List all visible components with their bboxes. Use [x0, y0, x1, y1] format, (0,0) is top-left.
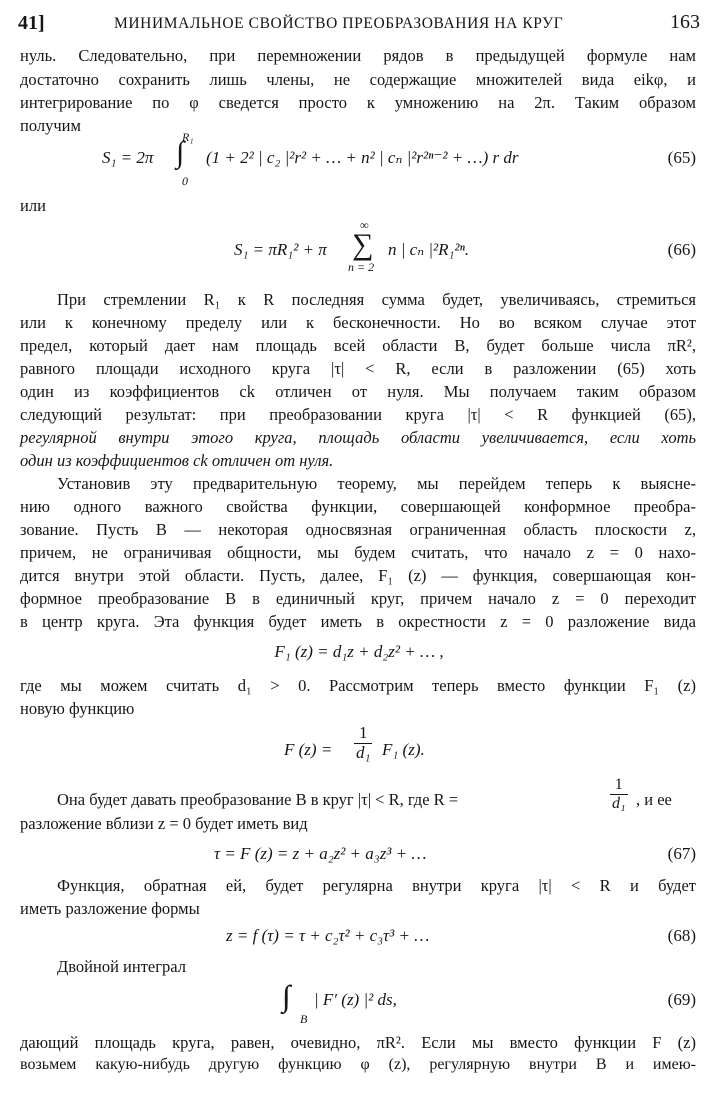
- equation-67: [0, 842, 718, 868]
- fraction-denominator: d₁: [356, 742, 371, 762]
- text-line: разложение вблизи z = 0 будет иметь вид: [20, 814, 308, 833]
- text-line: достаточно сохранить лишь члены, не содержащие множителей вида eikφ, и: [20, 70, 696, 89]
- equation-rhs: F₁ (z).: [382, 740, 425, 759]
- fraction-numerator: 1: [354, 724, 372, 744]
- text-line: получим: [20, 116, 81, 135]
- text-line: иметь разложение формы: [20, 899, 200, 918]
- text-line: в центр круга. Эта функция будет иметь в окрестности z = 0 разложение вида: [20, 612, 696, 631]
- theorem-line: один из коэффициентов ck отличен от нуля.: [20, 451, 334, 470]
- text-line: Она будет давать преобразование B в круг |τ| < R, где R =: [57, 790, 459, 809]
- theorem-line: регулярной внутри этого круга, площадь области увеличивается, если хоть: [20, 428, 696, 447]
- text-line: формное преобразование B в единичный круг, причем начало z = 0 переходит: [20, 589, 696, 608]
- equation-69: [0, 976, 718, 1028]
- equation-number: (65): [667, 148, 696, 167]
- text-line: возьмем какую-нибудь другую функцию φ (z), регулярную внутри B и имею-: [20, 1056, 696, 1073]
- integrand: (1 + 2² | c₂ |²r² + … + n² | cₙ |²r²ⁿ⁻² + …) r dr: [206, 148, 519, 167]
- text-line: предел, который дает нам площадь всей области B, будет больше числа πR²,: [20, 336, 696, 355]
- text-line: следующий результат: при преобразовании круга |τ| < R функцией (65),: [20, 405, 696, 424]
- text-line: один из коэффициентов ck отличен от нуля. Мы получаем таким образом: [20, 382, 696, 401]
- equation-number: (67): [667, 844, 696, 863]
- text-line: причем, не ограничивая общности, мы будем считать, что начало z = 0 нахо-: [20, 543, 696, 562]
- text-line: нуль. Следовательно, при перемножении рядов в предыдущей формуле нам: [20, 46, 696, 65]
- equation-f-definition: [0, 722, 718, 778]
- equation-lhs: F (z) =: [284, 740, 333, 759]
- running-title: МИНИМАЛЬНОЕ СВОЙСТВО ПРЕОБРАЗОВАНИЯ НА КРУГ: [114, 15, 564, 32]
- text-line: или к конечному пределу или к бесконечности. Но во всяком случае этот: [20, 313, 696, 332]
- equation-number: (66): [667, 240, 696, 259]
- sum-sign: ∑: [352, 228, 374, 261]
- upper-limit: ∞: [360, 218, 369, 232]
- fraction: [354, 724, 372, 762]
- equation-lhs: S₁ = 2π: [102, 148, 154, 167]
- lower-limit: n = 2: [348, 260, 375, 274]
- upper-limit: R₁: [182, 130, 194, 144]
- text-line: дится внутри этой области. Пусть, далее, F₁ (z) — функция, совершающая кон-: [20, 566, 696, 585]
- sum-term: n | cₙ |²R₁²ⁿ.: [388, 240, 470, 259]
- equation-text: τ = F (z) = z + a₂z² + a₃z³ + …: [214, 844, 427, 863]
- equation-65: [0, 130, 718, 194]
- text-line: Двойной интеграл: [57, 957, 186, 976]
- equation-lhs: S₁ = πR₁² + π: [234, 240, 327, 259]
- integrand: | F′ (z) |² ds,: [314, 990, 397, 1009]
- equation-66: [0, 216, 718, 278]
- text-line: интегрирование по φ сведется просто к умножению на 2π. Таким образом: [20, 93, 696, 112]
- text-line: Функция, обратная ей, будет регулярна внутри круга |τ| < R и будет: [57, 876, 696, 895]
- fraction-r: [610, 776, 628, 812]
- integral-sign: ∫: [176, 136, 185, 169]
- text-line: где мы можем считать d₁ > 0. Рассмотрим теперь вместо функции F₁ (z): [20, 676, 696, 695]
- text-line: нию одного важного свойства функции, совершающей конформное преобра-: [20, 497, 696, 516]
- running-header: [18, 8, 700, 40]
- section-number: 41]: [18, 12, 45, 34]
- equation-text: z = f (τ) = τ + c₂τ² + c₃τ³ + …: [226, 926, 430, 945]
- integration-region: B: [300, 1012, 308, 1026]
- equation-number: (69): [667, 990, 696, 1009]
- text-line: дающий площадь круга, равен, очевидно, πR². Если мы вместо функции F (z): [20, 1033, 696, 1052]
- lower-limit: 0: [182, 174, 188, 188]
- text-line: новую функцию: [20, 699, 135, 718]
- equation-number: (68): [667, 926, 696, 945]
- text-line: При стремлении R₁ к R последняя сумма будет, увеличиваясь, стремиться: [57, 290, 696, 309]
- text-line: или: [20, 196, 46, 215]
- text-line: , и ее: [636, 790, 672, 809]
- page-number: 163: [670, 11, 700, 33]
- equation-68: [0, 924, 718, 950]
- text-line: равного площади исходного круга |τ| < R, если в разложении (65) хоть: [20, 359, 696, 378]
- equation-f1-expansion: [0, 640, 718, 668]
- fraction-numerator: 1: [610, 776, 628, 795]
- text-line: Установив эту предварительную теорему, мы перейдем теперь к выясне-: [57, 474, 696, 493]
- equation-text: F₁ (z) = d₁z + d₂z² + … ,: [274, 642, 444, 661]
- text-line: зование. Пусть B — некоторая односвязная ограниченная область плоскости z,: [20, 520, 696, 539]
- fraction-denominator: d₁: [612, 794, 626, 812]
